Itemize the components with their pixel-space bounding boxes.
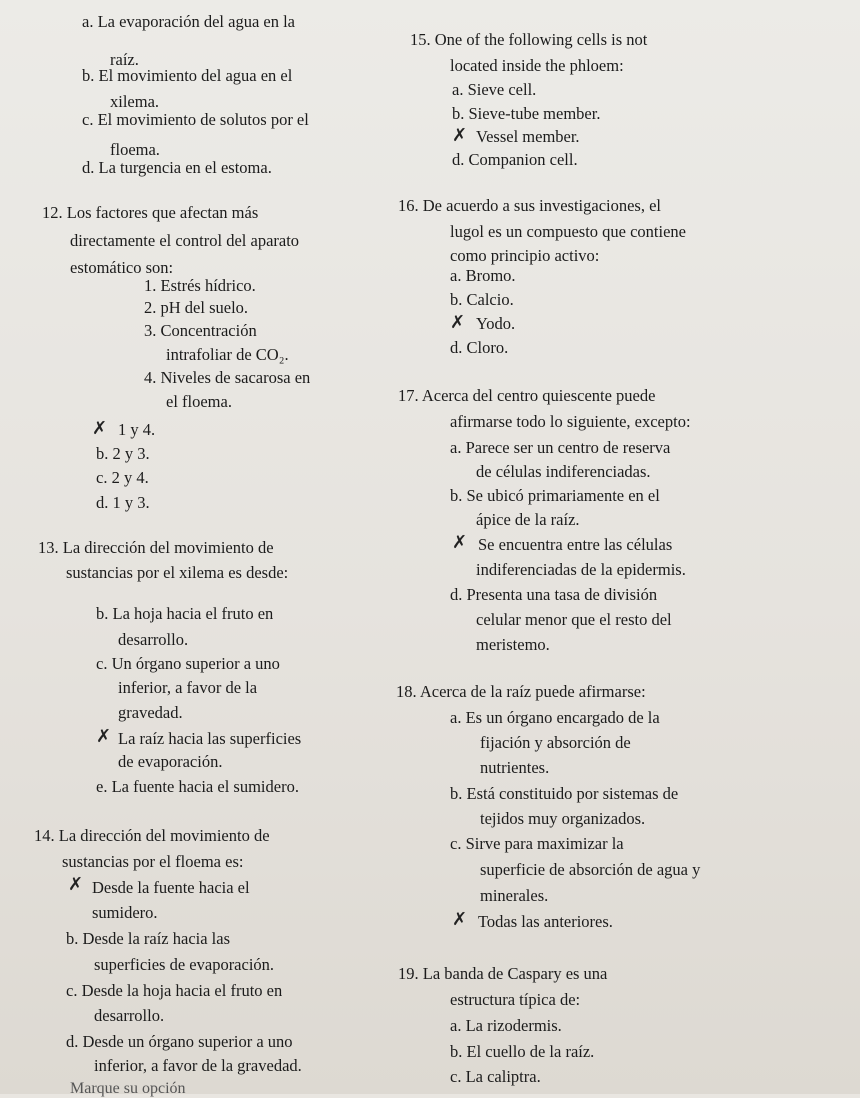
q14-option-a-cont: sumidero. (92, 903, 158, 922)
q13-stem-1: 13. La dirección del movimiento de (38, 538, 274, 557)
q11-option-c: c. El movimiento de solutos por el (82, 110, 309, 129)
q17-option-c-cont: indiferenciadas de la epidermis. (476, 560, 686, 579)
q14-stem-1: 14. La dirección del movimiento de (34, 826, 270, 845)
q13-option-b-cont: desarrollo. (118, 630, 189, 649)
q19-option-a: a. La rizodermis. (450, 1016, 562, 1035)
q12-item-3: 3. Concentración (144, 321, 257, 340)
q18-option-b: b. Está constituido por sistemas de (450, 784, 679, 803)
q13-stem-2: sustancias por el xilema es desde: (66, 563, 289, 582)
q14-option-c-cont: desarrollo. (94, 1006, 165, 1025)
q18-option-d: Todas las anteriores. (478, 912, 613, 931)
q13-option-d-cont: de evaporación. (118, 752, 223, 771)
answer-check-mark-icon: ✗ (452, 532, 468, 553)
q18-stem-1: 18. Acerca de la raíz puede afirmarse: (396, 682, 646, 701)
q11-option-a-cont: raíz. (110, 50, 139, 69)
q15-option-b: b. Sieve-tube member. (452, 104, 601, 123)
q13-option-d: La raíz hacia las superficies (118, 729, 302, 748)
q12-item-4: 4. Niveles de sacarosa en (144, 368, 311, 387)
q18-option-a-cont-2: nutrientes. (480, 758, 550, 777)
q18-option-b-cont: tejidos muy organizados. (480, 809, 646, 828)
q14-option-d: d. Desde un órgano superior a uno (66, 1032, 293, 1051)
q11-option-a: a. La evaporación del agua en la (82, 12, 296, 31)
answer-check-mark-icon: ✗ (452, 125, 468, 146)
q14-option-b: b. Desde la raíz hacia las (66, 929, 231, 948)
q15-option-c: Vessel member. (476, 127, 580, 146)
q12-option-d: d. 1 y 3. (96, 493, 150, 512)
q12-item-4-cont: el floema. (166, 392, 232, 411)
q11-option-b-cont: xilema. (110, 92, 160, 111)
q16-option-c: Yodo. (476, 314, 516, 333)
q11-option-d: d. La turgencia en el estoma. (82, 158, 272, 177)
q14-option-c: c. Desde la hoja hacia el fruto en (66, 981, 283, 1000)
q13-option-c-cont: inferior, a favor de la (118, 678, 258, 697)
q11-option-c-cont: floema. (110, 140, 160, 159)
q17-option-d-cont-2: meristemo. (476, 635, 550, 654)
q12-stem-1: 12. Los factores que afectan más (42, 203, 259, 222)
q11-option-b: b. El movimiento del agua en el (82, 66, 293, 85)
q19-option-b: b. El cuello de la raíz. (450, 1042, 595, 1061)
q12-item-1: 1. Estrés hídrico. (144, 276, 256, 295)
q13-option-e: e. La fuente hacia el sumidero. (96, 777, 299, 796)
q17-option-a-cont: de células indiferenciadas. (476, 462, 651, 481)
q17-option-d-cont: celular menor que el resto del (476, 610, 672, 629)
q17-option-a: a. Parece ser un centro de reserva (450, 438, 671, 457)
q15-stem-2: located inside the phloem: (450, 56, 624, 75)
answer-check-mark-icon: ✗ (96, 726, 112, 747)
q16-option-b: b. Calcio. (450, 290, 514, 309)
q18-option-a: a. Es un órgano encargado de la (450, 708, 660, 727)
q17-stem-2: afirmarse todo lo siguiente, excepto: (450, 412, 691, 431)
q12-stem-3: estomático son: (70, 258, 174, 277)
q18-option-c-cont: superficie de absorción de agua y (480, 860, 701, 879)
q14-option-d-cont: inferior, a favor de la gravedad. (94, 1056, 302, 1075)
q15-stem-1: 15. One of the following cells is not (410, 30, 648, 49)
q12-item-2: 2. pH del suelo. (144, 298, 249, 317)
answer-check-mark-icon: ✗ (452, 909, 468, 930)
q17-option-b-cont: ápice de la raíz. (476, 510, 580, 529)
answer-check-mark-icon: ✗ (68, 874, 84, 895)
q12-option-c: c. 2 y 4. (96, 468, 149, 487)
cut-off-footer-text: Marque su opción (70, 1080, 186, 1097)
q13-option-b: b. La hoja hacia el fruto en (96, 604, 274, 623)
q18-option-c-cont-2: minerales. (480, 886, 549, 905)
q12-item-3-cont: intrafoliar de CO₂. (166, 345, 289, 364)
q19-stem-1: 19. La banda de Caspary es una (398, 964, 608, 983)
q12-option-b: b. 2 y 3. (96, 444, 150, 463)
q14-option-a: Desde la fuente hacia el (92, 878, 250, 897)
q16-option-a: a. Bromo. (450, 266, 516, 285)
q15-option-a: a. Sieve cell. (452, 80, 537, 99)
q17-option-c: Se encuentra entre las células (478, 535, 673, 554)
q13-option-c-cont-2: gravedad. (118, 703, 183, 722)
q13-option-c: c. Un órgano superior a uno (96, 654, 280, 673)
q17-option-d: d. Presenta una tasa de división (450, 585, 658, 604)
q16-stem-1: 16. De acuerdo a sus investigaciones, el (398, 196, 662, 215)
q16-stem-2: lugol es un compuesto que contiene (450, 222, 686, 241)
q19-stem-2: estructura típica de: (450, 990, 581, 1009)
q12-stem-2: directamente el control del aparato (70, 231, 300, 250)
q12-option-a: 1 y 4. (118, 420, 156, 439)
answer-check-mark-icon: ✗ (450, 312, 466, 333)
q14-stem-2: sustancias por el floema es: (62, 852, 244, 871)
answer-check-mark-icon: ✗ (92, 418, 108, 439)
q14-option-b-cont: superficies de evaporación. (94, 955, 275, 974)
q16-option-d: d. Cloro. (450, 338, 509, 357)
q19-option-c: c. La caliptra. (450, 1067, 541, 1086)
q17-stem-1: 17. Acerca del centro quiescente puede (398, 386, 656, 405)
q16-stem-3: como principio activo: (450, 246, 600, 265)
q17-option-b: b. Se ubicó primariamente en el (450, 486, 660, 505)
q15-option-d: d. Companion cell. (452, 150, 578, 169)
q18-option-a-cont: fijación y absorción de (480, 733, 631, 752)
q18-option-c: c. Sirve para maximizar la (450, 834, 624, 853)
